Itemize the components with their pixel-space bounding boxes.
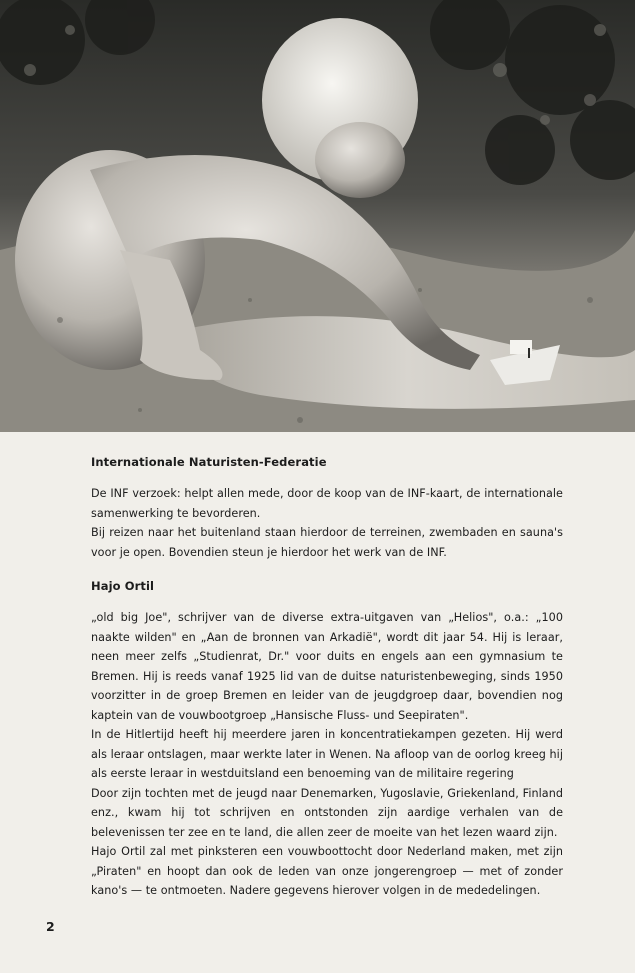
paragraph: Door zijn tochten met de jeugd naar Denemarken, Yugoslavie, Griekenland, Finland enz., kwam hij tot schrijven en ontstonden zijn aardige verhalen van de belevenissen ter zee en te land, die allen zeer de moeite van het lezen waard zijn.: [91, 786, 563, 839]
paragraph: Bij reizen naar het buitenland staan hierdoor de terreinen, zwembaden en sauna's voor je open. Bovendien steun je hierdoor het werk van de INF.: [91, 526, 563, 559]
section-heading-inf: Internationale Naturisten-Federatie: [91, 455, 327, 469]
paragraph: Hajo Ortil zal met pinksteren een vouwboottocht door Nederland maken, met zijn „Piraten" en hoopt dan ook de leden van onze jongerengroep — met of zonder kano's — te ontmoeten. Nadere gegevens hierover volgen in de mededelingen.: [91, 845, 563, 897]
section-heading-hajo-ortil: Hajo Ortil: [91, 579, 155, 593]
article-content: [91, 455, 563, 901]
photo: [0, 0, 635, 432]
paragraph: „old big Joe", schrijver van de diverse extra-uitgaven van „Helios", o.a.: „100 naakte wilden" en „Aan de bronnen van Arkadië", wordt dit jaar 54. Hij is leraar, neen meer zelfs „Studienrat, Dr." voor duits en engels aan een gymnasium te Bremen. Hij is reeds vanaf 1925 lid van de duitse naturistenbeweging, sinds 1950 voorzitter in de groep Bremen en leider van de jeugdgroep daar, bovendien nog kaptein van de vouwbootgroep „Hansische Fluss- und Seepiraten".: [91, 611, 563, 722]
child-playing-with-toy-boat-photo: [0, 0, 635, 432]
paragraph: In de Hitlertijd heeft hij meerdere jaren in koncentratiekampen gezeten. Hij werd als leraar ontslagen, maar werkte later in Wenen. Na afloop van de oorlog kreeg hij als eerste leraar in westduitsland een benoeming van de militaire regering: [91, 728, 563, 780]
paragraph: De INF verzoek: helpt allen mede, door de koop van de INF-kaart, de internationale samenwerking te bevorderen.: [91, 487, 563, 520]
page-number: 2: [46, 919, 55, 934]
